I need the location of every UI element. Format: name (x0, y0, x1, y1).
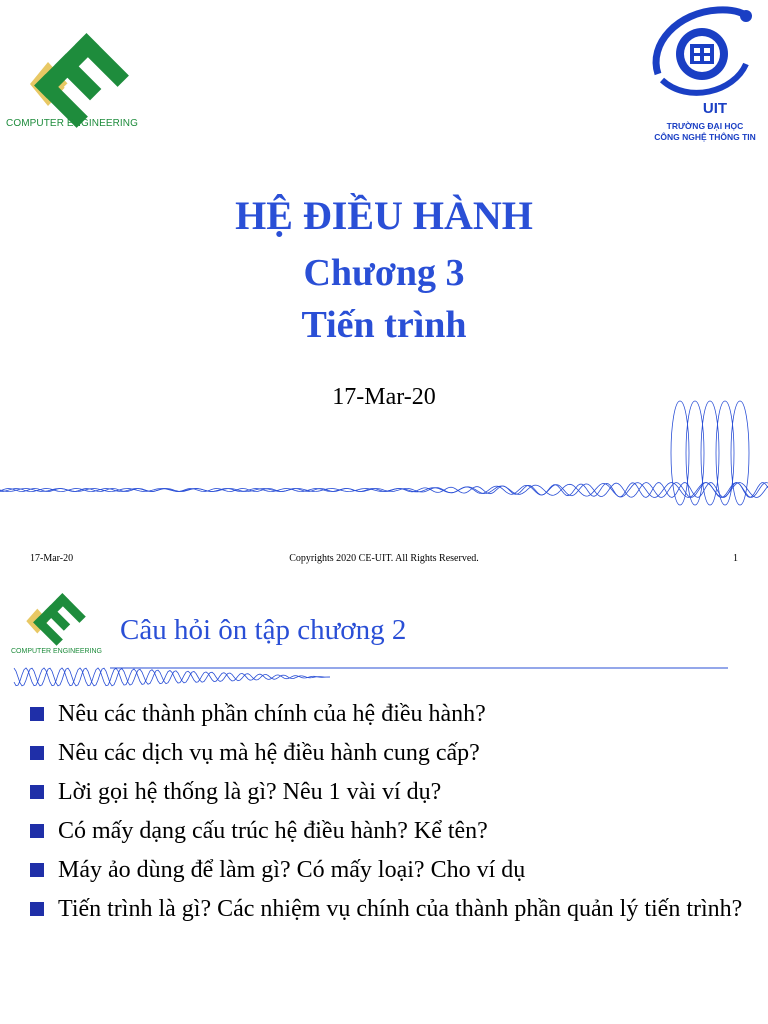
computer-engineering-logo-small (8, 588, 108, 650)
bullet-square-icon (30, 863, 44, 877)
bullet-square-icon (30, 707, 44, 721)
slide-title: HỆ ĐIỀU HÀNH (235, 193, 533, 238)
decorative-wave (0, 398, 768, 516)
list-item: Lời gọi hệ thống là gì? Nêu 1 vài ví dụ? (30, 778, 750, 807)
uit-line-2: CÔNG NGHỆ THÔNG TIN (654, 132, 756, 142)
uit-line-1: TRƯỜNG ĐẠI HỌC (666, 121, 744, 131)
computer-engineering-logo (8, 22, 148, 132)
logo-ce-text-small: COMPUTER ENGINEERING (11, 648, 103, 655)
bullet-square-icon (30, 824, 44, 838)
decorative-wave-small (0, 660, 730, 694)
uit-logo (648, 4, 756, 104)
list-item: Có mấy dạng cấu trúc hệ điều hành? Kể tên? (30, 817, 750, 846)
bullet-square-icon (30, 746, 44, 760)
chapter-title: Tiến trình (301, 304, 467, 346)
list-item: Máy ảo dùng để làm gì? Có mấy loại? Cho ví dụ (30, 856, 750, 885)
chapter-number: Chương 3 (303, 252, 465, 294)
list-item: Tiến trình là gì? Các nhiệm vụ chính của thành phần quản lý tiến trình? (30, 895, 750, 924)
footer-date: 17-Mar-20 (30, 553, 74, 564)
slide-2-title: Câu hỏi ôn tập chương 2 (120, 614, 407, 646)
uit-name: UIT (702, 100, 728, 117)
bullet-list (30, 700, 750, 934)
bullet-square-icon (30, 902, 44, 916)
footer-copyright: Copyrights 2020 CE-UIT. All Rights Reserved. (289, 553, 479, 564)
bullet-square-icon (30, 785, 44, 799)
slide-date: 17-Mar-20 (332, 384, 436, 410)
list-item: Nêu các thành phần chính của hệ điều hành? (30, 700, 750, 729)
logo-ce-text: COMPUTER ENGINEERING (6, 118, 139, 129)
list-item: Nêu các dịch vụ mà hệ điều hành cung cấp? (30, 739, 750, 768)
footer-page-number: 1 (733, 553, 738, 564)
